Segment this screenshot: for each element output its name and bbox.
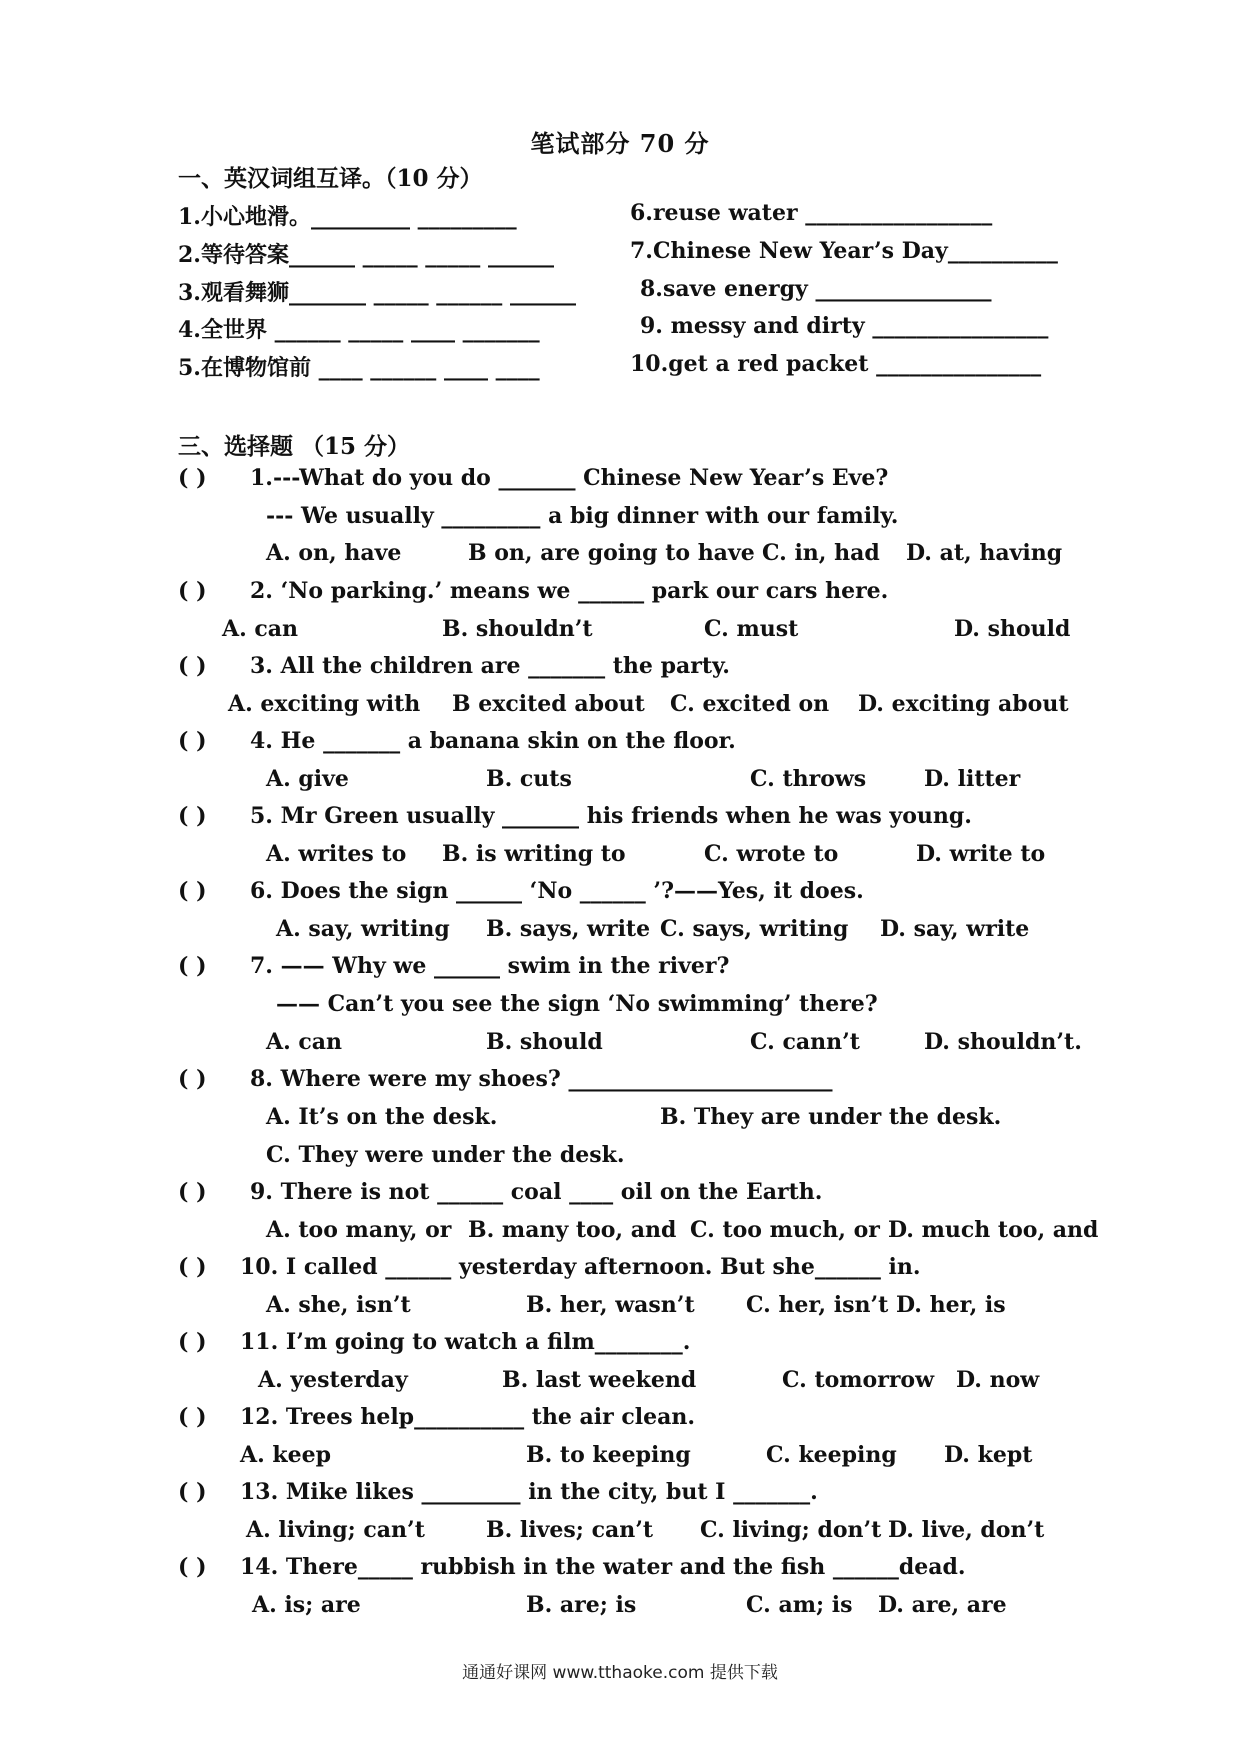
answer-bracket: ( ) bbox=[178, 465, 207, 491]
option-c: C. throws bbox=[750, 766, 867, 792]
option-b: B. cuts bbox=[486, 766, 572, 792]
option-c: C. am; is bbox=[746, 1592, 853, 1618]
option-c: C. tomorrow bbox=[782, 1367, 935, 1393]
option-d: D. exciting about bbox=[858, 691, 1069, 717]
option-a: A. give bbox=[266, 766, 349, 792]
option-c: C. They were under the desk. bbox=[266, 1142, 625, 1168]
question-line: 13. Mike likes _________ in the city, but I _______. bbox=[240, 1479, 818, 1505]
option-b: B. They are under the desk. bbox=[660, 1104, 1002, 1130]
option-d: D. should bbox=[954, 616, 1071, 642]
option-a: A. can bbox=[266, 1029, 343, 1055]
option-a: A. too many, or bbox=[266, 1217, 452, 1243]
question-line: 10. I called ______ yesterday afternoon. But she______ in. bbox=[240, 1254, 921, 1280]
answer-bracket: ( ) bbox=[178, 1066, 207, 1092]
option-a: A. say, writing bbox=[276, 916, 450, 942]
option-a: A. yesterday bbox=[258, 1367, 408, 1393]
option-d: D. say, write bbox=[880, 916, 1030, 942]
answer-bracket: ( ) bbox=[178, 1554, 207, 1580]
option-c: C. excited on bbox=[670, 691, 830, 717]
option-a: A. is; are bbox=[252, 1592, 361, 1618]
option-c: C. wrote to bbox=[704, 841, 839, 867]
question-line: 5. Mr Green usually _______ his friends when he was young. bbox=[250, 803, 972, 829]
option-a: A. can bbox=[222, 616, 299, 642]
vocab-item-4: 4.全世界 ______ _____ ____ _______ bbox=[178, 317, 540, 343]
page-title: 笔试部分 70 分 bbox=[530, 129, 710, 158]
option-d: D. now bbox=[956, 1367, 1040, 1393]
option-b: B excited about bbox=[452, 691, 645, 717]
option-b: B. says, write bbox=[486, 916, 651, 942]
option-b: B. should bbox=[486, 1029, 603, 1055]
option-d: D. kept bbox=[944, 1442, 1033, 1468]
question-line: 2. ‘No parking.’ means we ______ park our cars here. bbox=[250, 578, 889, 604]
question-line: 12. Trees help__________ the air clean. bbox=[240, 1404, 696, 1430]
option-a: A. keep bbox=[240, 1442, 332, 1468]
option-b: B. her, wasn’t bbox=[526, 1292, 695, 1318]
option-b: B on, are going to have bbox=[468, 540, 755, 566]
question-line: 1.---What do you do _______ Chinese New Year’s Eve? bbox=[250, 465, 889, 491]
question-line: 3. All the children are _______ the party. bbox=[250, 653, 730, 679]
vocab-item-10: 10.get a red packet _______________ bbox=[630, 351, 1042, 377]
option-b: B. many too, and bbox=[468, 1217, 677, 1243]
answer-bracket: ( ) bbox=[178, 1179, 207, 1205]
answer-bracket: ( ) bbox=[178, 728, 207, 754]
option-d: D. write to bbox=[916, 841, 1046, 867]
option-d: D. live, don’t bbox=[888, 1517, 1045, 1543]
answer-bracket: ( ) bbox=[178, 803, 207, 829]
vocab-item-3: 3.观看舞狮_______ _____ ______ ______ bbox=[178, 280, 576, 306]
option-c: C. keeping bbox=[766, 1442, 897, 1468]
option-d: D. shouldn’t. bbox=[924, 1029, 1082, 1055]
option-a: A. on, have bbox=[266, 540, 402, 566]
option-a: A. It’s on the desk. bbox=[266, 1104, 498, 1130]
answer-bracket: ( ) bbox=[178, 1329, 207, 1355]
question-line: 7. —— Why we ______ swim in the river? bbox=[250, 953, 730, 979]
option-c: C. living; don’t bbox=[700, 1517, 882, 1543]
option-b: B. last weekend bbox=[502, 1367, 697, 1393]
option-c: C. her, isn’t bbox=[746, 1292, 889, 1318]
option-b: B. lives; can’t bbox=[486, 1517, 654, 1543]
question-line: 11. I’m going to watch a film________. bbox=[240, 1329, 691, 1355]
vocab-item-5: 5.在博物馆前 ____ ______ ____ ____ bbox=[178, 355, 540, 381]
answer-bracket: ( ) bbox=[178, 1404, 207, 1430]
option-c: C. too much, or bbox=[690, 1217, 880, 1243]
option-d: D. at, having bbox=[906, 540, 1063, 566]
option-a: A. living; can’t bbox=[246, 1517, 425, 1543]
option-b: B. is writing to bbox=[442, 841, 626, 867]
vocab-item-1: 1.小心地滑。_________ _________ bbox=[178, 204, 517, 230]
option-d: D. are, are bbox=[878, 1592, 1007, 1618]
vocab-item-9: 9. messy and dirty ________________ bbox=[640, 313, 1049, 339]
option-a: A. she, isn’t bbox=[266, 1292, 411, 1318]
vocab-item-7: 7.Chinese New Year’s Day__________ bbox=[630, 238, 1058, 264]
option-c: C. must bbox=[704, 616, 799, 642]
option-d: D. her, is bbox=[896, 1292, 1006, 1318]
option-a: A. writes to bbox=[266, 841, 407, 867]
answer-bracket: ( ) bbox=[178, 578, 207, 604]
option-c: C. says, writing bbox=[660, 916, 849, 942]
option-b: B. are; is bbox=[526, 1592, 637, 1618]
section3-heading: 三、选择题 （15 分） bbox=[178, 433, 411, 460]
answer-bracket: ( ) bbox=[178, 1479, 207, 1505]
question-line: 4. He _______ a banana skin on the floor. bbox=[250, 728, 736, 754]
question-line: 14. There_____ rubbish in the water and the fish ______dead. bbox=[240, 1554, 966, 1580]
question-line: 6. Does the sign ______ ‘No ______ ’?——Yes, it does. bbox=[250, 878, 864, 904]
vocab-item-6: 6.reuse water _________________ bbox=[630, 200, 993, 226]
vocab-item-8: 8.save energy ________________ bbox=[640, 276, 992, 302]
option-b: B. to keeping bbox=[526, 1442, 691, 1468]
question-line: 8. Where were my shoes? ________________________ bbox=[250, 1066, 833, 1092]
page-footer: 通通好课网 www.tthaoke.com 提供下载 bbox=[462, 1663, 778, 1683]
answer-bracket: ( ) bbox=[178, 878, 207, 904]
option-d: D. much too, and bbox=[888, 1217, 1099, 1243]
option-d: D. litter bbox=[924, 766, 1021, 792]
question-line: --- We usually _________ a big dinner with our family. bbox=[266, 503, 899, 529]
question-line: —— Can’t you see the sign ‘No swimming’ there? bbox=[276, 991, 878, 1017]
answer-bracket: ( ) bbox=[178, 953, 207, 979]
option-c: C. cann’t bbox=[750, 1029, 860, 1055]
answer-bracket: ( ) bbox=[178, 1254, 207, 1280]
question-line: 9. There is not ______ coal ____ oil on the Earth. bbox=[250, 1179, 823, 1205]
option-c: C. in, had bbox=[762, 540, 880, 566]
section1-heading: 一、英汉词组互译。（10 分） bbox=[178, 165, 483, 192]
answer-bracket: ( ) bbox=[178, 653, 207, 679]
vocab-item-2: 2.等待答案______ _____ _____ ______ bbox=[178, 242, 554, 268]
option-a: A. exciting with bbox=[228, 691, 421, 717]
option-b: B. shouldn’t bbox=[442, 616, 593, 642]
